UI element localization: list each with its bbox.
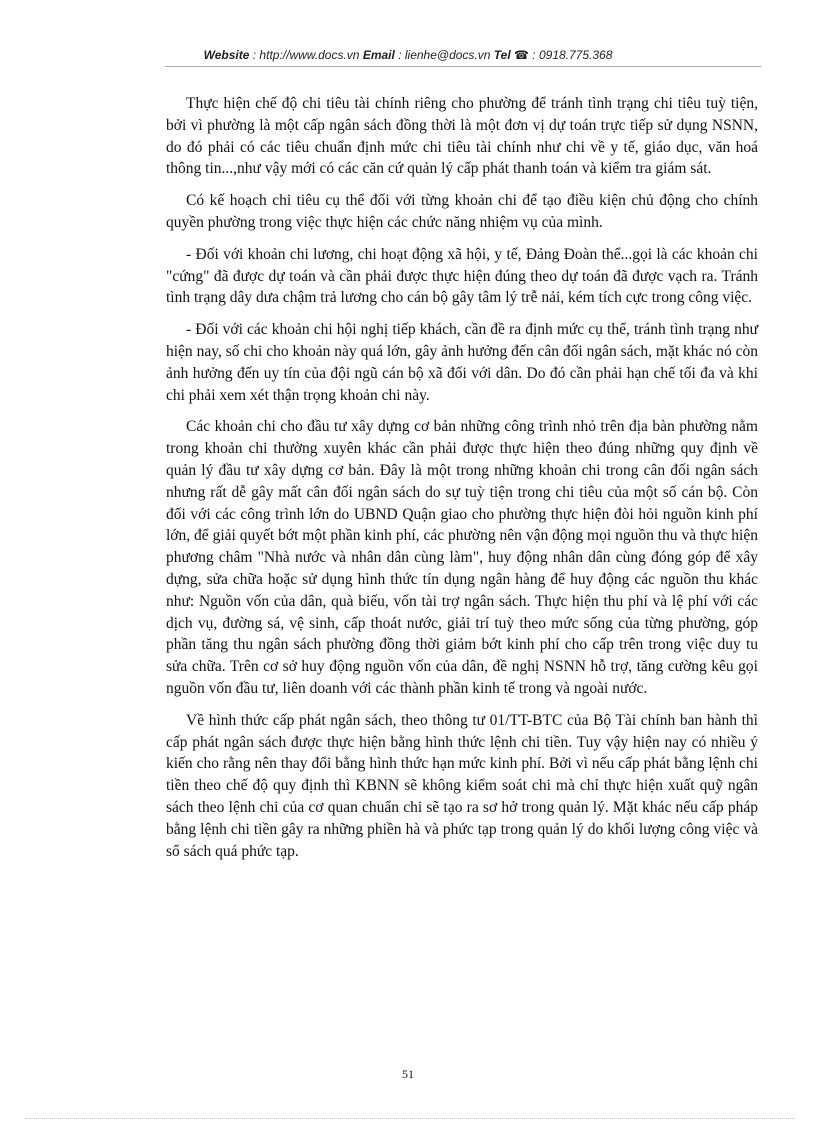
- tel-label: Tel: [493, 48, 511, 62]
- footer-divider: [25, 1118, 795, 1119]
- website-label: Website: [203, 48, 250, 62]
- page-header: [0, 48, 816, 62]
- website-value: : http://www.docs.vn: [252, 48, 360, 62]
- paragraph-5: Các khoản chi cho đầu tư xây dựng cơ bản những công trình nhỏ trên địa bàn phường nằm trong khoản chi thường xuyên khác cần phải được thực hiện theo đúng những quy định về quản lý đầu tư xây dựng cơ bản. Đây là một trong những khoản chi trong cân đối ngân sách nhưng rất dễ gây mất cân đối ngân sách do sự tuỳ tiện trong chi tiêu của một số cán bộ. Còn đối với các công trình lớn do UBND Quận giao cho phường thực hiện đòi hỏi nguồn kinh phí lớn, để giải quyết bớt một phần kinh phí, các phường nên vận động mọi nguồn thu và thực hiện phương châm "Nhà nước và nhân dân cùng làm", huy động nhân dân cùng đóng góp để xây dựng, sửa chữa hoặc sử dụng hình thức tín dụng ngân hàng để huy động các nguồn thu khác như: Nguồn vốn của dân, quà biếu, vốn tài trợ ngân sách. Thực hiện thu phí và lệ phí với các dịch vụ, đường sá, vệ sinh, cấp thoát nước, giải trí tuỳ theo mức sống của từng phường, góp phần tăng thu ngân sách phường đồng thời giảm bớt kinh phí cho cấp trên trong việc duy tu sửa chữa. Trên cơ sở huy động nguồn vốn của dân, đề nghị NSNN hỗ trợ, tăng cường kêu gọi nguồn vốn đầu tư, liên doanh với các thành phần kinh tế trong và ngoài nước.: [166, 418, 758, 697]
- tel-value: ☎ : 0918.775.368: [514, 48, 613, 62]
- paragraph-6: Về hình thức cấp phát ngân sách, theo thông tư 01/TT-BTC của Bộ Tài chính ban hành thì cấp phát ngân sách được thực hiện bằng hình thức lệnh chi tiền. Tuy vậy hiện nay có nhiều ý kiến cho rằng nên thay đổi bằng hình thức hạn mức kinh phí. Bởi vì nếu cấp phát bằng lệnh chi tiền theo chế độ quy định thì KBNN sẽ không kiểm soát chi mà chỉ thực hiện xuất quỹ ngân sách theo lệnh chi của cơ quan chuẩn chi sẽ tạo ra sơ hở trong quản lý. Mặt khác nếu cấp pháp bằng lệnh chi tiền gây ra những phiền hà và phức tạp trong quản lý do khối lượng công việc và sổ sách quá phức tạp.: [166, 711, 758, 860]
- paragraph-2: Có kế hoạch chi tiêu cụ thể đối với từng khoản chi để tạo điều kiện chủ động cho chính quyền phường trong việc thực hiện các chức năng nhiệm vụ của mình.: [166, 192, 758, 231]
- page-number: 51: [402, 1067, 414, 1081]
- document-body: [166, 93, 758, 872]
- email-label: Email: [362, 48, 395, 62]
- header-divider: [165, 66, 761, 67]
- paragraph-3: - Đối với khoản chi lương, chi hoạt động xã hội, y tế, Đảng Đoàn thể...gọi là các khoản chi "cứng" đã được dự toán và cần phải được thực hiện đúng theo dự toán đã được vạch ra. Tránh tình trạng dây dưa chậm trả lương cho cán bộ gây tâm lý trễ nải, kém tích cực trong công việc.: [166, 245, 758, 307]
- paragraph-1: Thực hiện chế độ chi tiêu tài chính riêng cho phường để tránh tình trạng chi tiêu tuỳ tiện, bởi vì phường là một cấp ngân sách đồng thời là một đơn vị dự toán trực tiếp sử dụng NSNN, do đó phải có các tiêu chuẩn định mức chi tiêu tài chính như chi về y tế, giáo dục, văn hoá thông tin...,như vậy mới có các căn cứ quản lý cấp phát thanh toán và kiểm tra giám sát.: [166, 95, 758, 178]
- email-value: : lienhe@docs.vn: [398, 48, 491, 62]
- paragraph-4: - Đối với các khoản chi hội nghị tiếp khách, cần đề ra định mức cụ thể, tránh tình trạng như hiện nay, số chi cho khoản này quá lớn, gây ảnh hưởng đến cân đối ngân sách, mặt khác nó còn ảnh hưởng đến uy tín của đội ngũ cán bộ xã đối với dân. Do đó cần phải hạn chế tối đa và khi chi phải xem xét thận trọng khoản chi này.: [166, 321, 758, 404]
